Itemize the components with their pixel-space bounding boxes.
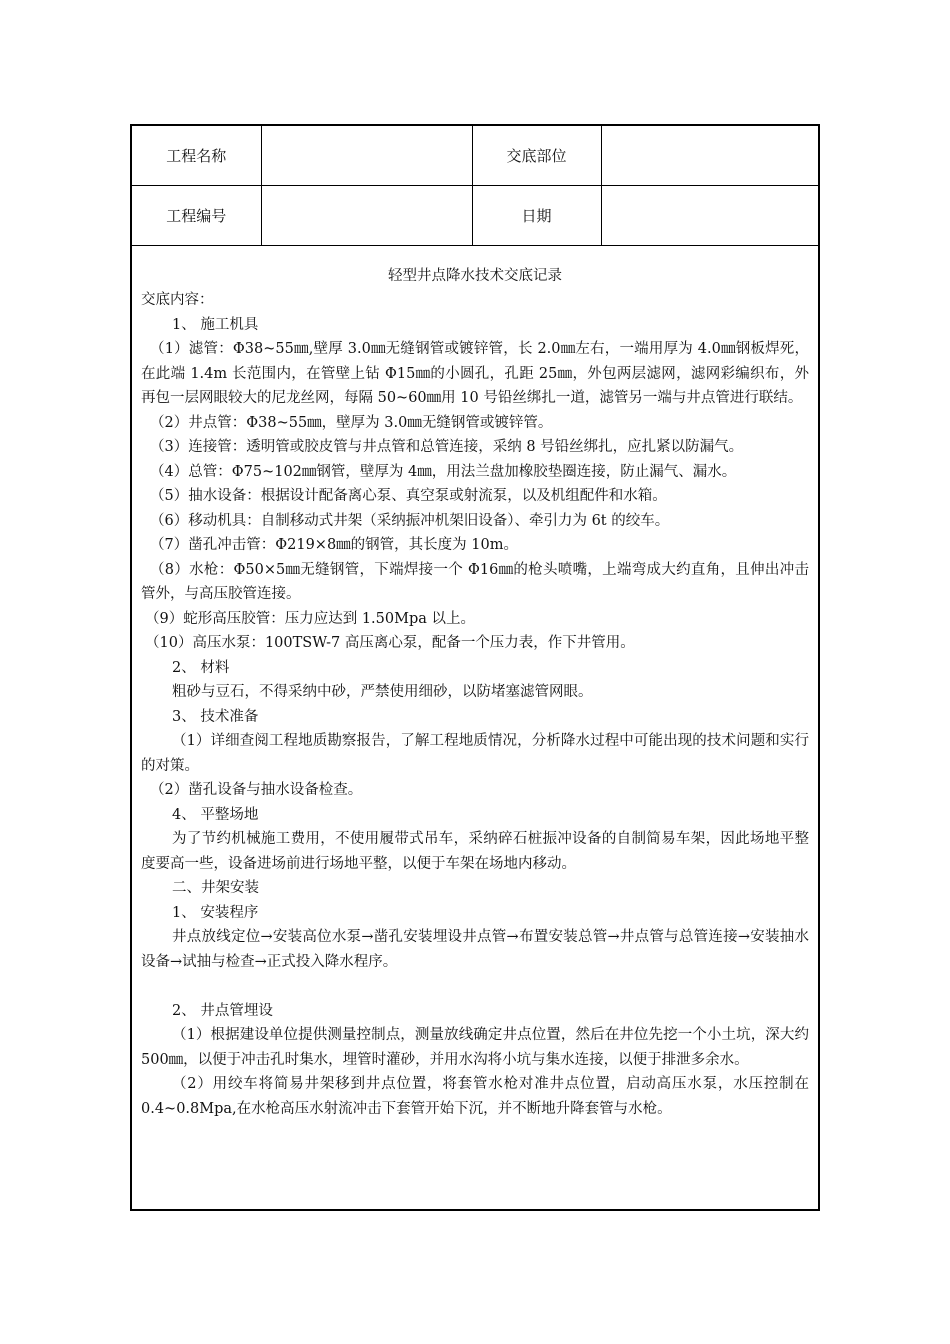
- project-name-label: 工程名称: [132, 126, 261, 186]
- paragraph: 粗砂与豆石，不得采纳中砂，严禁使用细砂，以防堵塞滤管网眼。: [172, 684, 593, 700]
- paragraph: （1）详细查阅工程地质勘察报告，了解工程地质情况，分析降水过程中可能出现的技术问题和实行的对策。: [141, 733, 809, 774]
- paragraph: （6）移动机具：自制移动式井架（采纳振冲机架旧设备）、牵引力为 6t 的绞车。: [150, 512, 670, 529]
- header-table: [132, 126, 820, 246]
- date-field[interactable]: [601, 186, 820, 246]
- paragraph: （10）高压水泵：100TSW-7 高压离心泵，配备一个压力表，作下井管用。: [145, 635, 635, 651]
- paragraph: （2）凿孔设备与抽水设备检查。: [150, 782, 363, 798]
- paragraph: 为了节约机械施工费用，不使用履带式吊车，采纳碎石桩振冲设备的自制简易车架，因此场地平整度要高一些，设备进场前进行场地平整，以便于车架在场地内移动。: [141, 831, 809, 872]
- header-row-2: [132, 186, 820, 246]
- blank-line: [141, 974, 809, 999]
- content-label: 交底内容：: [141, 292, 214, 308]
- paragraph: （8）水枪：Φ50×5㎜无缝钢管，下端焊接一个 Φ16㎜的枪头喷嘴，上端弯成大约直角，且伸出冲击管外，与高压胶管连接。: [141, 561, 809, 602]
- project-name-field[interactable]: [261, 126, 472, 186]
- section-heading: 3、 技术准备: [172, 708, 259, 725]
- project-no-field[interactable]: [261, 186, 472, 246]
- section-heading: 二、井架安装: [172, 880, 259, 896]
- paragraph: （1）滤管：Φ38~55㎜,壁厚 3.0㎜无缝钢管或镀锌管，长 2.0㎜左右，一端用厚为 4.0㎜钢板焊死，在此端 1.4m 长范围内，在管壁上钻 Φ15㎜的小圆孔，孔距 25㎜，外包两层滤网，滤网彩编织布，外再包一层网眼较大的尼龙丝网，每隔 50~60㎜用 10 号铅丝绑扎一道，滤管另一端与井点管进行联结。: [141, 341, 809, 406]
- paragraph: （2）井点管：Φ38~55㎜，壁厚为 3.0㎜无缝钢管或镀锌管。: [150, 414, 553, 431]
- handover-content: [132, 264, 818, 1121]
- paragraph: （1）根据建设单位提供测量控制点，测量放线确定井点位置，然后在井位先挖一个小土坑，深大约 500㎜，以便于冲击孔时集水，埋管时灌砂，并用水沟将小坑与集水连接，以便于排泄多余水。: [141, 1027, 809, 1068]
- paragraph: （9）蛇形高压胶管：压力应达到 1.50Mpa 以上。: [145, 610, 476, 627]
- paragraph: （4）总管：Φ75~102㎜钢管，壁厚为 4㎜，用法兰盘加橡胶垫圈连接，防止漏气、漏水。: [150, 463, 737, 480]
- section-heading: 4、 平整场地: [172, 806, 259, 823]
- header-row-1: [132, 126, 820, 186]
- handover-record-sheet: [130, 124, 820, 1211]
- document-title: 轻型井点降水技术交底记录: [388, 268, 562, 284]
- paragraph: （5）抽水设备：根据设计配备离心泵、真空泵或射流泵，以及机组配件和水箱。: [150, 488, 667, 504]
- project-no-label: 工程编号: [132, 186, 261, 246]
- section-heading: 1、 施工机具: [172, 316, 259, 333]
- handover-part-label: 交底部位: [472, 126, 601, 186]
- paragraph: 井点放线定位→安装高位水泵→凿孔安装埋设井点管→布置安装总管→井点管与总管连接→安装抽水设备→试抽与检查→正式投入降水程序。: [141, 929, 809, 970]
- handover-part-field[interactable]: [601, 126, 820, 186]
- section-heading: 2、 井点管埋设: [172, 1002, 273, 1019]
- section-heading: 1、 安装程序: [172, 904, 259, 921]
- section-heading: 2、 材料: [172, 659, 230, 676]
- paragraph: （2）用绞车将简易井架移到井点位置，将套管水枪对准井点位置，启动高压水泵，水压控制在 0.4~0.8Mpa,在水枪高压水射流冲击下套管开始下沉，并不断地升降套管与水枪。: [141, 1076, 809, 1117]
- paragraph: （7）凿孔冲击管：Φ219×8㎜的钢管，其长度为 10m。: [150, 537, 518, 553]
- paragraph: （3）连接管：透明管或胶皮管与井点管和总管连接，采纳 8 号铅丝绑扎，应扎紧以防漏气。: [150, 439, 744, 455]
- date-label: 日期: [472, 186, 601, 246]
